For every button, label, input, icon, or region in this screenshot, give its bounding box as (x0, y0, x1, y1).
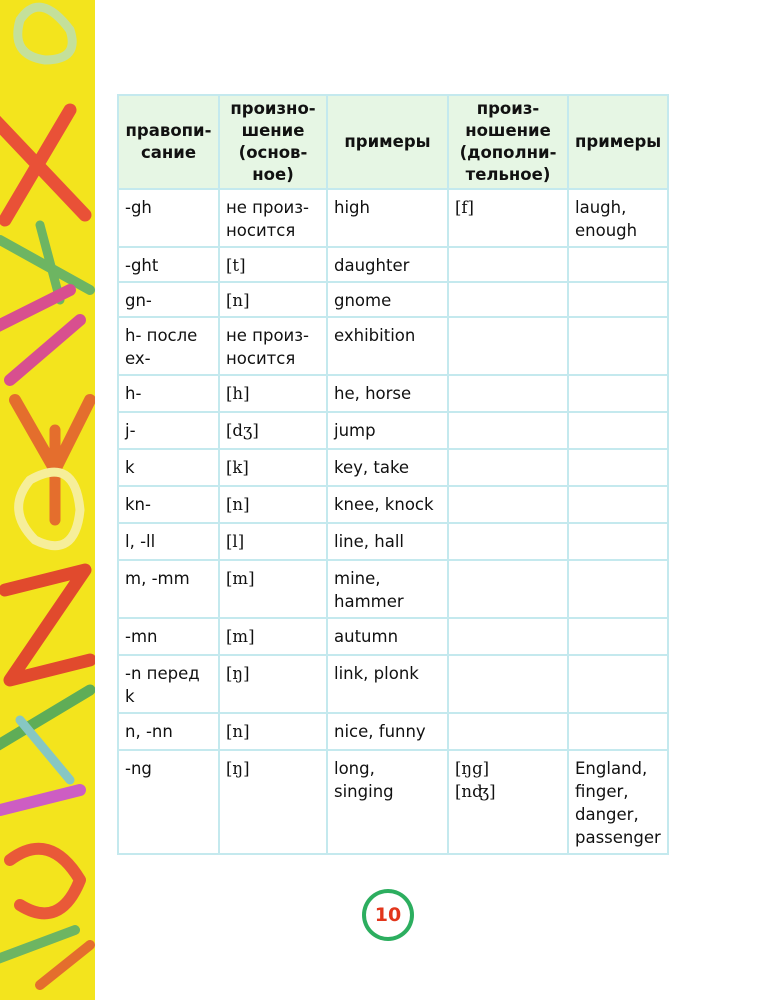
cell-spelling: j- (117, 413, 220, 450)
cell-main-sound: [dʒ] (220, 413, 328, 450)
cell-spelling: -n перед k (117, 656, 220, 714)
cell-main-sound: [m] (220, 561, 328, 619)
cell-extra-examples (569, 524, 669, 561)
cell-spelling: m, -mm (117, 561, 220, 619)
cell-main-sound: [n] (220, 714, 328, 751)
cell-extra-sound (449, 561, 569, 619)
cell-extra-examples (569, 619, 669, 656)
cell-extra-sound (449, 450, 569, 487)
letter-pronunciation-table (117, 94, 669, 855)
table-row (117, 376, 669, 413)
table-row (117, 283, 669, 318)
table-row (117, 487, 669, 524)
cell-spelling: h- после ex- (117, 318, 220, 376)
cell-extra-examples (569, 714, 669, 751)
cell-extra-examples (569, 376, 669, 413)
cell-examples: daughter (328, 248, 449, 283)
cell-main-sound: [n] (220, 283, 328, 318)
cell-examples: he, horse (328, 376, 449, 413)
cell-spelling: n, -nn (117, 714, 220, 751)
cell-main-sound: не произ- носится (220, 318, 328, 376)
cell-extra-sound (449, 283, 569, 318)
cell-extra-sound: [f] (449, 190, 569, 248)
cell-extra-examples (569, 656, 669, 714)
cell-extra-examples (569, 283, 669, 318)
header-main-pronunciation: произно- шение (основ- ное) (220, 94, 328, 190)
cell-spelling: h- (117, 376, 220, 413)
cell-main-sound: [t] (220, 248, 328, 283)
cell-spelling: l, -ll (117, 524, 220, 561)
cell-spelling: gn- (117, 283, 220, 318)
table-row (117, 714, 669, 751)
cell-extra-sound (449, 487, 569, 524)
cell-examples: high (328, 190, 449, 248)
cell-spelling: kn- (117, 487, 220, 524)
cell-examples: exhibition (328, 318, 449, 376)
cell-extra-examples (569, 450, 669, 487)
crayon-letters-art (0, 0, 95, 1000)
table-row (117, 561, 669, 619)
cell-examples: knee, knock (328, 487, 449, 524)
cell-extra-examples: laugh, enough (569, 190, 669, 248)
cell-spelling: -mn (117, 619, 220, 656)
cell-extra-sound (449, 656, 569, 714)
table-row (117, 524, 669, 561)
decorative-letter-strip (0, 0, 95, 1000)
cell-main-sound: [ŋ] (220, 656, 328, 714)
table-row (117, 318, 669, 376)
cell-examples: line, hall (328, 524, 449, 561)
cell-examples: long, singing (328, 751, 449, 855)
cell-main-sound: [l] (220, 524, 328, 561)
cell-extra-examples (569, 487, 669, 524)
cell-examples: mine, hammer (328, 561, 449, 619)
table-row (117, 751, 669, 855)
cell-extra-examples: England, finger, danger, passenger (569, 751, 669, 855)
cell-main-sound: [ŋ] (220, 751, 328, 855)
cell-extra-sound: [ŋg] [nʤ] (449, 751, 569, 855)
cell-main-sound: [n] (220, 487, 328, 524)
cell-extra-examples (569, 561, 669, 619)
cell-extra-sound (449, 714, 569, 751)
cell-extra-examples (569, 248, 669, 283)
cell-examples: autumn (328, 619, 449, 656)
cell-spelling: -ng (117, 751, 220, 855)
table-row (117, 413, 669, 450)
cell-spelling: k (117, 450, 220, 487)
page-number-badge (362, 889, 414, 941)
cell-examples: key, take (328, 450, 449, 487)
cell-extra-examples (569, 413, 669, 450)
cell-extra-sound (449, 619, 569, 656)
cell-extra-sound (449, 248, 569, 283)
cell-examples: link, plonk (328, 656, 449, 714)
table-row (117, 450, 669, 487)
cell-extra-sound (449, 376, 569, 413)
cell-main-sound: [h] (220, 376, 328, 413)
table-row (117, 190, 669, 248)
cell-spelling: -ght (117, 248, 220, 283)
cell-extra-sound (449, 524, 569, 561)
cell-main-sound: [m] (220, 619, 328, 656)
cell-extra-sound (449, 413, 569, 450)
header-spelling: правопи- сание (117, 94, 220, 190)
header-extra-pronunciation: произ- ношение (дополни- тельное) (449, 94, 569, 190)
table-row (117, 248, 669, 283)
table-row (117, 656, 669, 714)
table-row (117, 619, 669, 656)
cell-examples: nice, funny (328, 714, 449, 751)
table-header-row (117, 94, 669, 190)
page-number: 10 (366, 893, 410, 937)
cell-examples: jump (328, 413, 449, 450)
cell-main-sound: не произ- носится (220, 190, 328, 248)
header-extra-examples: примеры (569, 94, 669, 190)
cell-spelling: -gh (117, 190, 220, 248)
header-examples: примеры (328, 94, 449, 190)
cell-extra-sound (449, 318, 569, 376)
cell-extra-examples (569, 318, 669, 376)
cell-examples: gnome (328, 283, 449, 318)
cell-main-sound: [k] (220, 450, 328, 487)
